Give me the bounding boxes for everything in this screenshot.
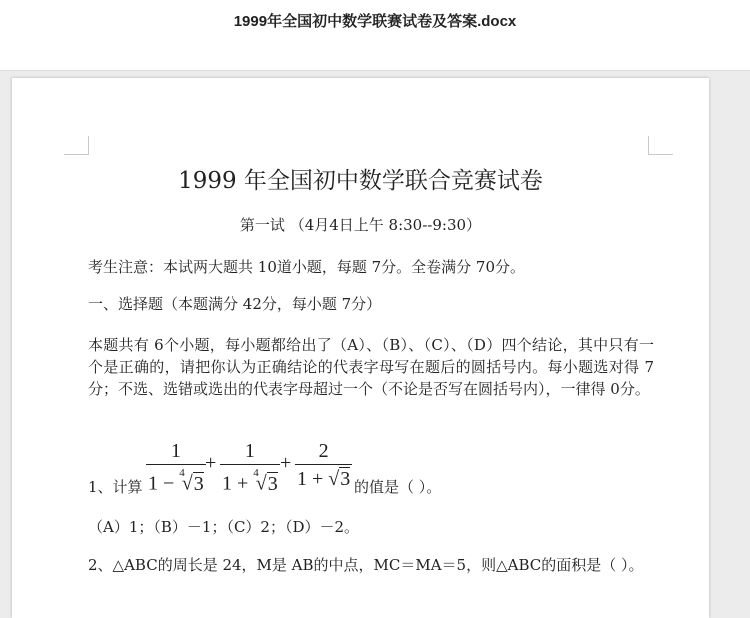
fraction-3 [295,438,352,493]
title-bar [0,0,750,71]
fraction-2 [220,438,280,493]
fraction-2-denominator: 1 + $^4$√3 [220,464,280,493]
margin-marker-top-left [64,136,89,155]
question-1-suffix: 的值是（ ）。 [354,478,442,496]
question-1 [88,438,588,498]
fraction-1-denominator: 1 − $^4$√3 [146,464,206,493]
fraction-3-numerator: 2 [318,440,329,462]
exam-title: 1999 年全国初中数学联合竞赛试卷 [178,168,543,194]
exam-subtitle: 第一试 （4月4日上午 8:30--9:30） [239,216,482,234]
fraction-2-numerator: 1 [244,440,255,462]
section-heading: 一、选择题（本题满分 42分，每小题 7分） [88,295,382,313]
margin-marker-top-right [648,136,673,155]
exam-notice: 考生注意：本试两大题共 10道小题，每题 7分。全卷满分 70分。 [88,258,526,276]
plus-sign-1: + [205,452,217,474]
fraction-3-denominator: 1 + √3 [295,464,352,493]
fraction-1-numerator: 1 [170,440,181,462]
document-filename: 1999年全国初中数学联赛试卷及答案.docx [233,13,517,30]
fraction-1 [146,438,206,493]
plus-sign-2: + [280,452,292,474]
document-page [12,78,709,618]
section-instructions: 本题共有 6个小题，每小题都给出了（A）、（B）、（C）、（D）四个结论，其中只有一个是正确的，请把你认为正确结论的代表字母写在题后的圆括号内。每小题选对得 7分；不选、选错或选出的代表字母超过一个（不论是否写在圆括号内），一律得 0分。 [88,336,654,398]
question-2: 2、△ABC的周长是 24，M是 AB的中点，MC＝MA＝5，则△ABC的面积是（ ）。 [88,556,644,574]
question-1-label: 1、计算 [88,478,143,496]
question-1-options: （A）1；（B）－1；（C）2；（D）－2。 [88,518,360,536]
